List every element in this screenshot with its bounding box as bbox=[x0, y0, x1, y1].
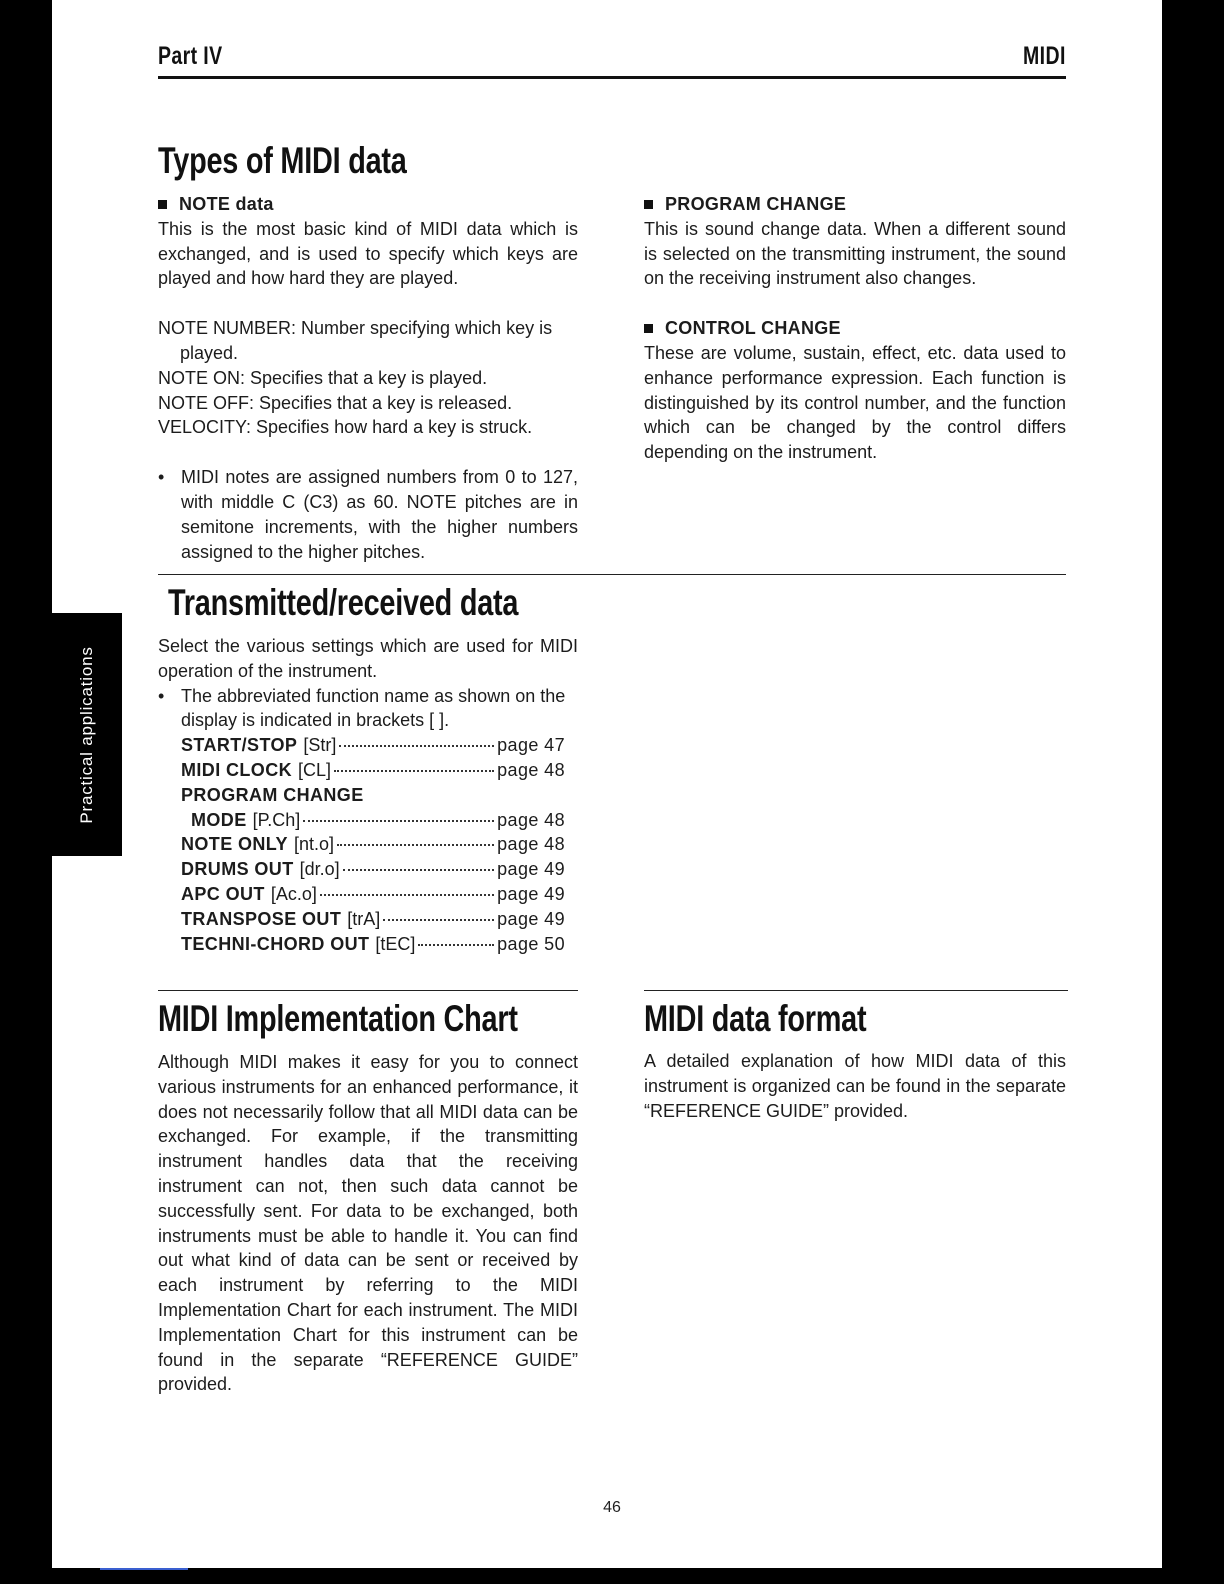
definition-item: NOTE OFF: Specifies that a key is released. bbox=[158, 392, 513, 413]
toc-row: APC OUT [Ac.o] page 49 bbox=[181, 883, 565, 904]
definition-item: NOTE ON: Specifies that a key is played. bbox=[158, 367, 488, 388]
toc-row: MIDI CLOCK [CL] page 48 bbox=[181, 759, 565, 780]
header-part: Part IV bbox=[158, 42, 223, 70]
section-divider bbox=[158, 574, 1066, 575]
note-data-column bbox=[158, 192, 578, 564]
header-rule bbox=[158, 76, 1066, 79]
section-divider bbox=[644, 990, 1068, 991]
transmitted-column bbox=[158, 634, 578, 956]
implementation-body: Although MIDI makes it easy for you to connect various instruments for an enhanced performance, it does not necessarily follow that all MIDI data can be exchanged. For example, if the transmitting instrument handles data that the receiving instrument can not, then such data cannot be successfully sent. For data to be exchanged, both instruments must be able to handle it. You can find out what kind of data can be sent or received by each instrument by referring to the MIDI Implementation Chart for each instrument. The MIDI Implementation Chart for this instrument can be found in the separate “REFERENCE GUIDE” provided. bbox=[158, 1052, 578, 1395]
scan-artifact bbox=[100, 1568, 188, 1570]
transmitted-bullet: • The abbreviated function name as shown on the display is indicated in brackets [ ]. bbox=[158, 684, 578, 734]
program-change-body: This is sound change data. When a different sound is selected on the transmitting instrument, the sound on the receiving instrument also changes. bbox=[644, 218, 1066, 289]
types-title: Types of MIDI data bbox=[158, 140, 407, 181]
implementation-column bbox=[158, 1050, 578, 1397]
square-bullet-icon bbox=[644, 200, 653, 209]
toc-row: START/STOP [Str] page 47 bbox=[181, 735, 565, 756]
note-data-heading: NOTE data bbox=[158, 192, 578, 217]
implementation-title: MIDI Implementation Chart bbox=[158, 998, 518, 1039]
toc-row: MODE [P.Ch] page 48 bbox=[191, 809, 565, 830]
header-section: MIDI bbox=[1023, 42, 1066, 70]
note-bullet: • MIDI notes are assigned numbers from 0 to 127, with middle C (C3) as 60. NOTE pitches are in semitone increments, with the higher numbers assigned to the higher pitches. bbox=[158, 465, 578, 564]
square-bullet-icon bbox=[644, 324, 653, 333]
scan-border-left bbox=[0, 0, 52, 1584]
side-tab-label: Practical applications bbox=[77, 645, 96, 824]
square-bullet-icon bbox=[158, 200, 167, 209]
format-column bbox=[644, 1049, 1066, 1123]
page-number: 46 bbox=[603, 1499, 621, 1516]
note-data-body: This is the most basic kind of MIDI data which is exchanged, and is used to specify which keys are played and how hard they are played. bbox=[158, 218, 578, 289]
transmitted-title: Transmitted/received data bbox=[168, 582, 519, 623]
bullet-dot-icon: • bbox=[158, 685, 165, 706]
format-title: MIDI data format bbox=[644, 998, 867, 1039]
format-body: A detailed explanation of how MIDI data of this instrument is organized can be found in the separate “REFERENCE GUIDE” provided. bbox=[644, 1051, 1066, 1121]
toc-row: TECHNI-CHORD OUT [tEC] page 50 bbox=[181, 933, 565, 954]
definition-item: NOTE NUMBER: Number specifying which key is played. bbox=[158, 318, 553, 363]
definition-item: VELOCITY: Specifies how hard a key is struck. bbox=[158, 417, 533, 438]
control-change-body: These are volume, sustain, effect, etc. data used to enhance performance expression. Each function is distinguished by its control number, and the function which can be changed by the control differs depending on the instrument. bbox=[644, 342, 1066, 463]
section-divider bbox=[158, 990, 578, 991]
transmitted-intro: Select the various settings which are used for MIDI operation of the instrument. bbox=[158, 636, 578, 681]
bullet-dot-icon: • bbox=[158, 467, 165, 488]
program-control-column bbox=[644, 192, 1066, 465]
side-tab bbox=[52, 613, 122, 856]
toc-row: PROGRAM CHANGE bbox=[181, 784, 364, 805]
scan-border-right bbox=[1162, 0, 1224, 1584]
scan-border-bottom bbox=[0, 1568, 1224, 1584]
program-change-heading: PROGRAM CHANGE bbox=[644, 192, 1066, 217]
toc-row: TRANSPOSE OUT [trA] page 49 bbox=[181, 908, 565, 929]
toc-row: NOTE ONLY [nt.o] page 48 bbox=[181, 834, 565, 855]
control-change-heading: CONTROL CHANGE bbox=[644, 316, 1066, 341]
toc-row: DRUMS OUT [dr.o] page 49 bbox=[181, 859, 565, 880]
function-list bbox=[181, 733, 565, 956]
